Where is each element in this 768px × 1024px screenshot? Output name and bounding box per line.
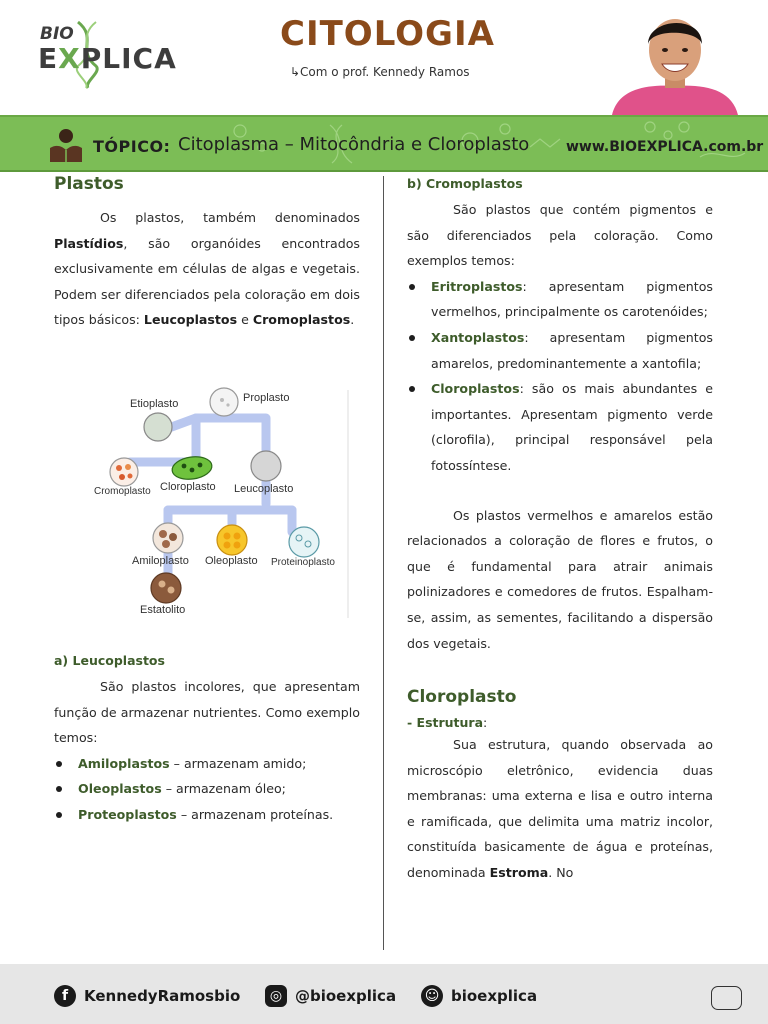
leucoplastos-section xyxy=(54,653,360,828)
instagram-handle: @bioexplica xyxy=(295,987,397,1005)
cloroplasto-heading: Cloroplasto xyxy=(407,687,517,708)
page-footer xyxy=(0,964,768,1024)
cromoplastos-text: São plastos que contém pigmentos e são diferenciados pela coloração. Como exemplos temos: xyxy=(407,202,713,269)
logo-bio-text: BIO xyxy=(40,24,74,44)
leucoplastos-heading: a) Leucoplastos xyxy=(54,653,165,668)
topic-bar xyxy=(0,115,768,172)
bioexplica-logo xyxy=(38,24,188,94)
facebook-link[interactable] xyxy=(54,984,240,1008)
site-url[interactable]: www.BIOEXPLICA.com.br xyxy=(566,139,764,155)
teacher-portrait xyxy=(610,6,740,115)
topic-label: TÓPICO: xyxy=(93,137,171,156)
logo-main-text: EXPLICA xyxy=(38,42,177,75)
plastid-diagram xyxy=(86,382,350,620)
leucoplastos-text: São plastos incolores, que apresentam função de armazenar nutrientes. Como exemplo temos: xyxy=(54,679,360,746)
facebook-icon: f xyxy=(54,985,76,1007)
list-item: Oleoplastos – armazenam óleo; xyxy=(54,776,360,802)
topic-title: Citoplasma – Mitocôndria e Cloroplasto xyxy=(178,134,530,155)
plastid-diagram-graphic xyxy=(86,382,350,620)
diagram-label-proplasto: Proplasto xyxy=(243,392,290,404)
diagram-label-cromoplasto: Cromoplasto xyxy=(94,486,151,497)
page-header xyxy=(0,0,768,115)
facebook-handle: KennedyRamosbio xyxy=(84,987,241,1005)
plastos-intro: Os plastos, também denominados Plastídios, são organóides encontrados exclusivamente em células de algas e vegetais. Podem ser diferenciados pela coloração em dois tipos básicos: Leucoplastos e Cromoplastos. xyxy=(54,210,360,328)
reading-student-icon xyxy=(46,128,86,164)
cromoplastos-list xyxy=(407,274,713,479)
estrutura-label: - Estrutura: xyxy=(407,715,488,731)
pigment-paragraph: Os plastos vermelhos e amarelos estão relacionados a coloração de flores e frutos, o que é fundamental para atrair animais polinizadores e comedores de frutos. Espalham-se, assim, as sementes, facilitando a dispersão dos vegetais. xyxy=(407,507,713,651)
diagram-label-oleoplasto: Oleoplasto xyxy=(205,555,258,567)
list-item: Xantoplastos: apresentam pigmentos amarelos, predominantemente a xantofila; xyxy=(407,325,713,376)
snapchat-icon: ☺ xyxy=(421,985,443,1007)
page-subtitle: ↳Com o prof. Kennedy Ramos xyxy=(290,65,470,79)
column-divider xyxy=(383,176,384,950)
right-column xyxy=(407,172,713,886)
list-item: Proteoplastos – armazenam proteínas. xyxy=(54,802,360,828)
page-number-box xyxy=(711,986,742,1010)
diagram-label-estatolito: Estatolito xyxy=(140,604,186,616)
left-column xyxy=(54,172,360,333)
page-title: CITOLOGIA xyxy=(280,14,495,54)
estrutura-text: Sua estrutura, quando observada ao microscópio eletrônico, evidencia duas membranas: uma externa e lisa e outro interna e ramificada, que delimita uma matriz incolor, constituída basicamente de água e proteínas, denominada Estroma. No xyxy=(407,737,713,881)
diagram-label-cloroplasto: Cloroplasto xyxy=(160,481,216,493)
cromoplastos-heading: b) Cromoplastos xyxy=(407,176,523,191)
diagram-label-etioplasto: Etioplasto xyxy=(130,398,179,410)
instagram-link[interactable] xyxy=(265,984,396,1008)
diagram-label-leucoplasto: Leucoplasto xyxy=(234,483,294,495)
list-item: Amiloplastos – armazenam amido; xyxy=(54,751,360,777)
list-item: Eritroplastos: apresentam pigmentos vermelhos, principalmente os carotenóides; xyxy=(407,274,713,325)
snapchat-handle: bioexplica xyxy=(451,987,538,1005)
diagram-label-amiloplasto: Amiloplasto xyxy=(132,555,189,567)
leucoplastos-list xyxy=(54,751,360,828)
list-item: Cloroplastos: são os mais abundantes e importantes. Apresentam pigmento verde (clorofila), principal responsável pela fotossíntese. xyxy=(407,376,713,478)
diagram-label-proteinoplasto: Proteinoplasto xyxy=(271,557,335,568)
instagram-icon: ◎ xyxy=(265,985,287,1007)
plastos-heading: Plastos xyxy=(54,174,124,194)
snapchat-link[interactable] xyxy=(421,984,537,1008)
